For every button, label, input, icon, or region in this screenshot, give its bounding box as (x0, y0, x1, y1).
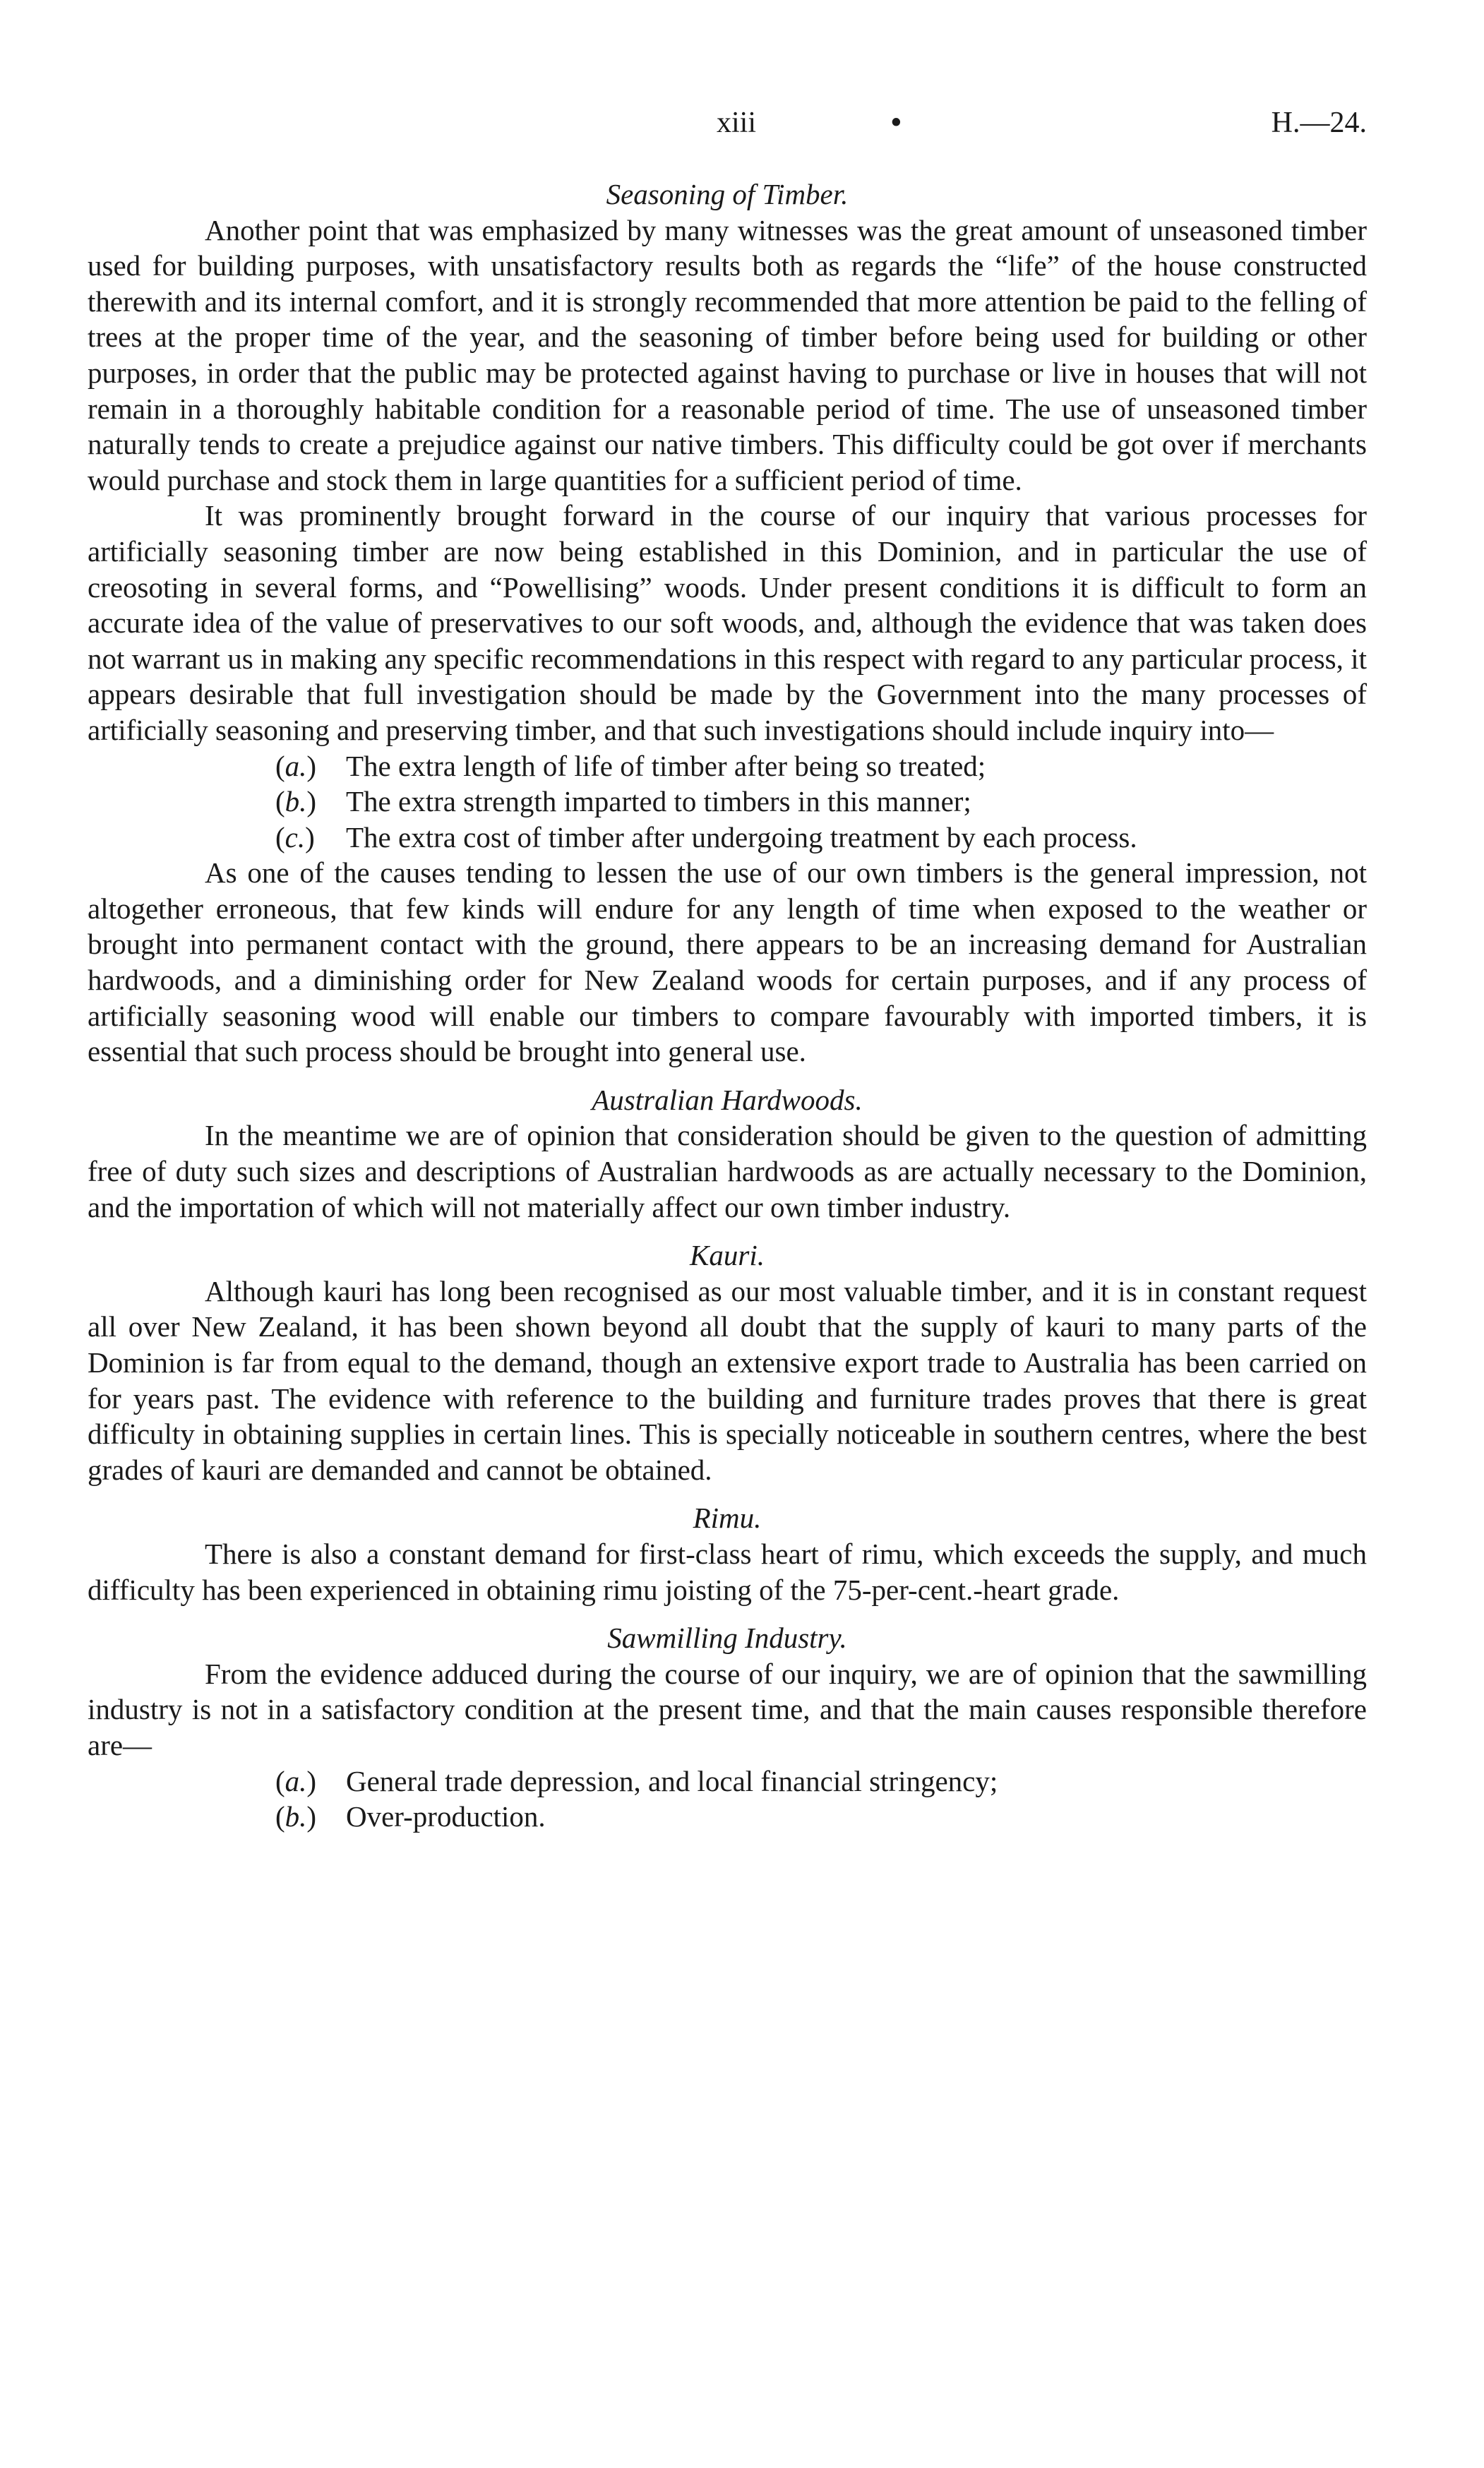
list-item-text: The extra strength imparted to timbers in this manner; (346, 785, 971, 818)
page-number: xiii (717, 107, 757, 139)
list-marker: (a.) (275, 749, 317, 782)
list-item (275, 748, 1367, 784)
list-marker: (b.) (275, 785, 317, 818)
inquiry-list (88, 748, 1367, 856)
heading-australian-hardwoods: Australian Hardwoods. (592, 1083, 863, 1116)
paragraph-rimu-1: There is also a constant demand for first-class heart of rimu, which exceeds the supply, and much difficulty has been experienced in obtaining rimu joisting of the 75-per-cent.-heart grade. (88, 1537, 1367, 1606)
list-item-text: Over-production. (346, 1800, 546, 1833)
paragraph-kauri-1: Although kauri has long been recognised as our most valuable timber, and it is in constant request all over New Zealand, it has been shown beyond all doubt that the supply of kauri to many parts of the Dominion is far from equal to the demand, though an extensive export trade to Australia has been carried on for years past. The evidence with reference to the building and furniture trades proves that there is great difficulty in obtaining supplies in certain lines. This is specially noticeable in southern centres, where the best grades of kauri are demanded and cannot be obtained. (88, 1274, 1367, 1486)
heading-sawmilling-industry: Sawmilling Industry. (607, 1622, 847, 1655)
causes-list (88, 1763, 1367, 1835)
list-item-text: The extra cost of timber after undergoing treatment by each process. (346, 820, 1137, 853)
heading-seasoning-of-timber: Seasoning of Timber. (606, 178, 849, 210)
paragraph-seasoning-2: It was prominently brought forward in the course of our inquiry that various processes for artificially seasoning timber are now being established in this Dominion, and in particular the use of creosoting in several forms, and “Powellising” woods. Under present conditions it is difficult to form an accurate idea of the value of preservatives to our soft woods, and, although the evidence that was taken does not warrant us in making any specific recommendations in this respect with regard to any particular process, it appears desirable that full investigation should be made by the Government into the many processes of artificially seasoning and preserving timber, and that such investigations should include inquiry into— (88, 499, 1367, 746)
heading-kauri: Kauri. (690, 1239, 765, 1272)
heading-rimu: Rimu. (693, 1502, 762, 1535)
paragraph-seasoning-1: Another point that was emphasized by many witnesses was the great amount of unseasoned timber used for building purposes, with unsatisfactory results both as regards the “life” of the house constructed therewith and its internal comfort, and it is strongly recommended that more attention be paid to the felling of trees at the proper time of the year, and the seasoning of timber before being used for building or other purposes, in order that the public may be protected against having to purchase or live in houses that will not remain in a thoroughly habitable condition for a reasonable period of time. The use of unseasoned timber naturally tends to create a prejudice against our native timbers. This difficulty could be got over if merchants would purchase and stock them in large quantities for a sufficient period of time. (88, 213, 1367, 496)
list-marker: (c.) (275, 820, 315, 853)
paragraph-hardwoods-1: In the meantime we are of opinion that consideration should be given to the question of admitting free of duty such sizes and descriptions of Australian hardwoods as are actually necessary to the Dominion, and the importation of which will not materially affect our own timber industry. (88, 1119, 1367, 1223)
list-item (275, 820, 1367, 856)
paragraph-seasoning-3: As one of the causes tending to lessen the use of our own timbers is the general impression, not altogether erroneous, that few kinds will endure for any length of time when exposed to the weather or brought into permanent contact with the ground, there appears to be an increasing demand for Australian hardwoods, and a diminishing order for New Zealand woods for certain purposes, and if any process of artificially seasoning wood will enable our timbers to compare favourably with imported timbers, it is essential that such process should be brought into general use. (88, 856, 1367, 1068)
list-item (275, 1799, 1367, 1835)
list-item (275, 1763, 1367, 1799)
header-dot: • (891, 107, 902, 139)
document-reference: H.—24. (1271, 107, 1367, 139)
list-item-text: The extra length of life of timber after being so treated; (346, 749, 986, 782)
paragraph-sawmilling-1: From the evidence adduced during the course of our inquiry, we are of opinion that the sawmilling industry is not in a satisfactory condition at the present time, and that the main causes responsible therefore are— (88, 1657, 1367, 1761)
list-marker: (a.) (275, 1764, 317, 1797)
list-item (275, 784, 1367, 820)
list-item-text: General trade depression, and local financial stringency; (346, 1764, 998, 1797)
page-header (0, 106, 1484, 155)
list-marker: (b.) (275, 1800, 317, 1833)
page-body (88, 176, 1367, 1835)
